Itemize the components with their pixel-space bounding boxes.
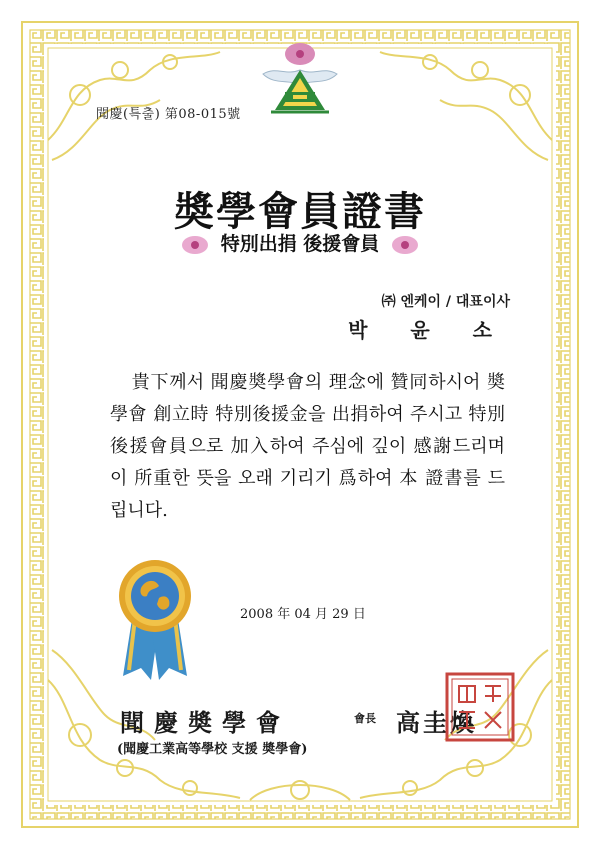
recipient-name: 박 윤 소 — [348, 318, 510, 342]
certificate-title: 奬學會員證書 — [174, 188, 426, 235]
organization-name: 聞慶奬學會 — [120, 708, 290, 737]
subtitle-line — [0, 229, 600, 256]
recipient-company: ㈜ 엔케이 / 대표이사 — [381, 294, 510, 310]
school-emblem-icon — [255, 40, 345, 118]
chair-title: 會長 — [354, 712, 376, 725]
red-seal-stamp-icon — [445, 672, 515, 742]
subtitle: 特別出捐 後援會員 — [220, 233, 380, 255]
globe-rosette-medal-icon — [115, 558, 195, 683]
mugunghwa-flower-icon — [180, 234, 210, 256]
document-number: 聞慶(특출) 第08-015號 — [96, 107, 241, 122]
issue-date: 2008 年 04 月 29 日 — [240, 607, 366, 622]
certificate-body — [110, 367, 505, 527]
body-text: 貴下께서 聞慶奬學會의 理念에 贊同하시어 奬學會 創立時 特別後援金을 出捐하여 주시고 特別後援會員으로 加入하여 주심에 깊이 感謝드리며 이 所重한 뜻을 오래 기리기 爲하여 本 證書를 드립니다. — [110, 372, 505, 521]
mugunghwa-flower-icon — [390, 234, 420, 256]
chair-name: 高圭煥 — [396, 708, 477, 737]
organization-subtitle: (聞慶工業高等學校 支援 奬學會) — [117, 742, 308, 757]
